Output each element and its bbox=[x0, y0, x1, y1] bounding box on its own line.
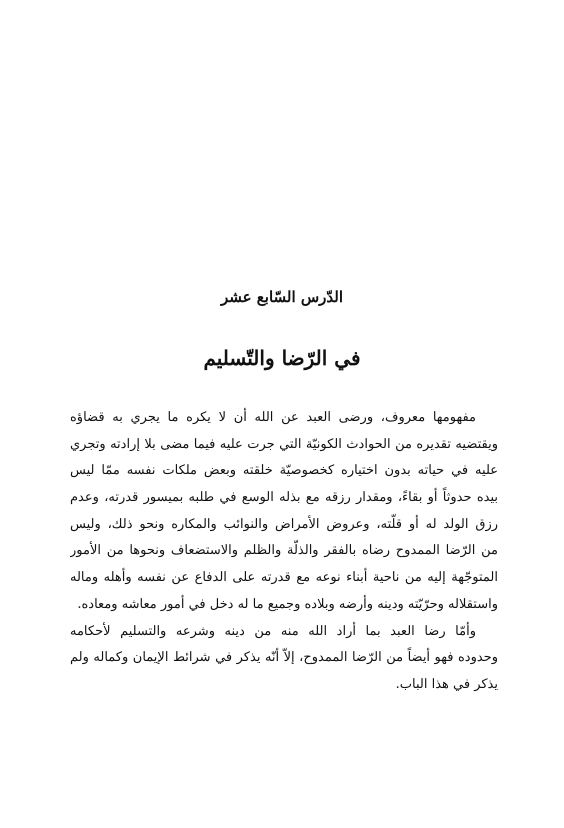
body-line: وأمّا رضا العبد بما أراد الله منه من دينه وشرعه والتسليم لأحكامه bbox=[70, 623, 476, 639]
lesson-title: في الرّضا والتّسليم bbox=[203, 346, 361, 370]
body-line: وحدوده فهو أيضاً من الرّضا الممدوح، إلاّ أنّه يذكر في شرائط الإيمان وكماله ولم bbox=[70, 650, 498, 666]
body-line: من الرّضا الممدوح رضاه بالفقر والذلّة والظلم والاستضعاف ونحوها من الأمور bbox=[70, 543, 498, 559]
body-line: واستقلاله وحرّيّته ودينه وأرضه وبلاده وجميع ما له دخل في أمور معاشه ومعاده. bbox=[77, 596, 498, 612]
body-line: يذكر في هذا الباب. bbox=[395, 676, 498, 692]
body-line: المتوجّهة إليه من ناحية أبناء نوعه مع قدرته على الدفاع عن نفسه وأهله وماله bbox=[70, 570, 498, 586]
lesson-number-heading: الدّرس السّابع عشر bbox=[220, 288, 344, 306]
body-line: مفهومها معروف، ورضى العبد عن الله أن لا يكره ما يجري به قضاؤه bbox=[70, 410, 476, 425]
body-line: رزق الولد له أو قلّته، وعروض الأمراض والنوائب والمكاره ونحو ذلك، وليس bbox=[70, 516, 498, 532]
body-line: عليه في حياته بدون اختياره كخصوصيّة خلقته وبعض ملكات نفسه ممّا ليس bbox=[70, 463, 498, 479]
body-line: بيده حدوثاً أو بقاءً، ومقدار رزقه مع بذله الوسع في طلبه بميسور قدرته، وعدم bbox=[70, 490, 498, 506]
body-text bbox=[70, 405, 498, 699]
body-line: ويقتضيه تقديره من الحوادث الكونيّة التي جرت عليه فيما مضى بلا إرادته وتجري bbox=[70, 436, 498, 452]
